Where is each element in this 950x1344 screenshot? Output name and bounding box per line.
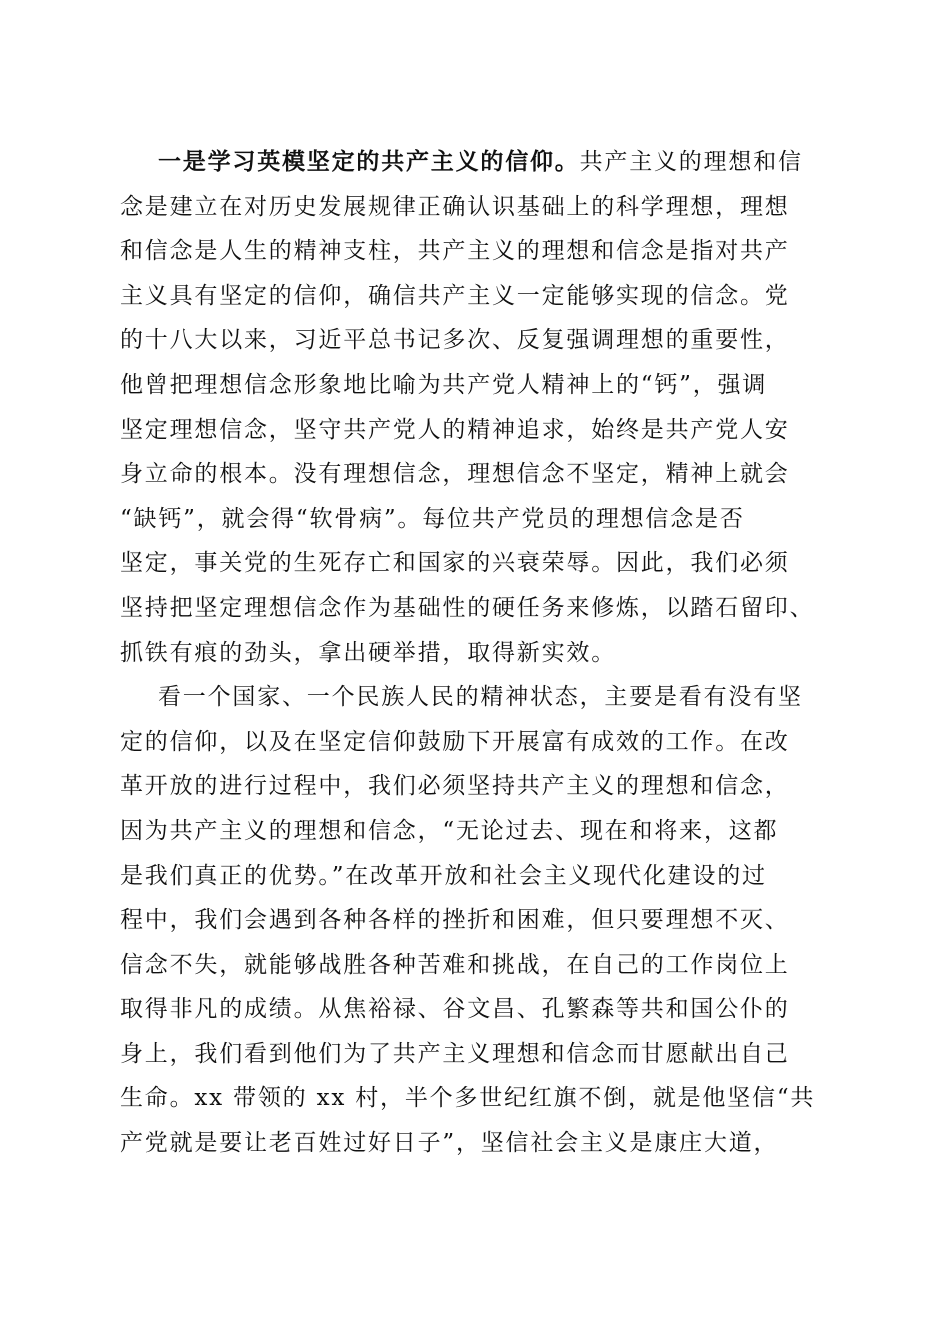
paragraph-line: 看一个国家、一个民族人民的精神状态，主要是看有没有坚 xyxy=(158,684,803,711)
paragraph-line: 坚定，事关党的生死存亡和国家的兴衰荣辱。因此，我们必须 xyxy=(120,550,790,577)
paragraph-line: 和信念是人生的精神支柱，共产主义的理想和信念是指对共产 xyxy=(120,238,790,265)
document-body xyxy=(120,140,860,1166)
paragraph-line: 定的信仰，以及在坚定信仰鼓励下开展富有成效的工作。在改 xyxy=(120,728,790,755)
paragraph-line: 信念不失，就能够战胜各种苦难和挑战，在自己的工作岗位上 xyxy=(120,951,790,978)
paragraph-line: 念是建立在对历史发展规律正确认识基础上的科学理想，理想 xyxy=(120,193,790,220)
paragraph-2 xyxy=(120,675,860,1166)
paragraph-1 xyxy=(120,140,860,675)
paragraph-line: 坚定理想信念，坚守共产党人的精神追求，始终是共产党人安 xyxy=(120,416,790,443)
paragraph-line: “缺钙”，就会得“软骨病”。每位共产党员的理想信念是否 xyxy=(120,505,745,532)
paragraph-line xyxy=(120,140,860,185)
paragraph-line: 身立命的根本。没有理想信念，理想信念不坚定，精神上就会 xyxy=(120,461,790,488)
paragraph-line: 革开放的进行过程中，我们必须坚持共产主义的理想和信念， xyxy=(120,773,790,800)
paragraph-line: 坚持把坚定理想信念作为基础性的硬任务来修炼，以踏石留印、 xyxy=(120,594,815,621)
paragraph-lead-heading: 一是学习英模坚定的共产主义的信仰。 xyxy=(158,148,580,175)
paragraph-line: 主义具有坚定的信仰，确信共产主义一定能够实现的信念。党 xyxy=(120,282,790,309)
paragraph-line: 产党就是要让老百姓过好日子”，坚信社会主义是康庄大道， xyxy=(120,1130,779,1157)
paragraph-line: 生命。xx 带领的 xx 村，半个多世纪红旗不倒，就是他坚信“共 xyxy=(120,1085,816,1112)
paragraph-line: 程中，我们会遇到各种各样的挫折和困难，但只要理想不灭、 xyxy=(120,907,790,934)
paragraph-text: 共产主义的理想和信 xyxy=(579,149,803,175)
paragraph-line: 的十八大以来，习近平总书记多次、反复强调理想的重要性， xyxy=(120,327,790,354)
paragraph-line: 他曾把理想信念形象地比喻为共产党人精神上的“钙”，强调 xyxy=(120,371,768,398)
paragraph-line: 取得非凡的成绩。从焦裕禄、谷文昌、孔繁森等共和国公仆的 xyxy=(120,996,790,1023)
paragraph-line: 因为共产主义的理想和信念，“无论过去、现在和将来，这都 xyxy=(120,817,779,844)
paragraph-line: 是我们真正的优势。”在改革开放和社会主义现代化建设的过 xyxy=(120,862,767,889)
paragraph-line: 身上，我们看到他们为了共产主义理想和信念而甘愿献出自己 xyxy=(120,1040,790,1067)
paragraph-line: 抓铁有痕的劲头，拿出硬举措，取得新实效。 xyxy=(120,639,616,666)
